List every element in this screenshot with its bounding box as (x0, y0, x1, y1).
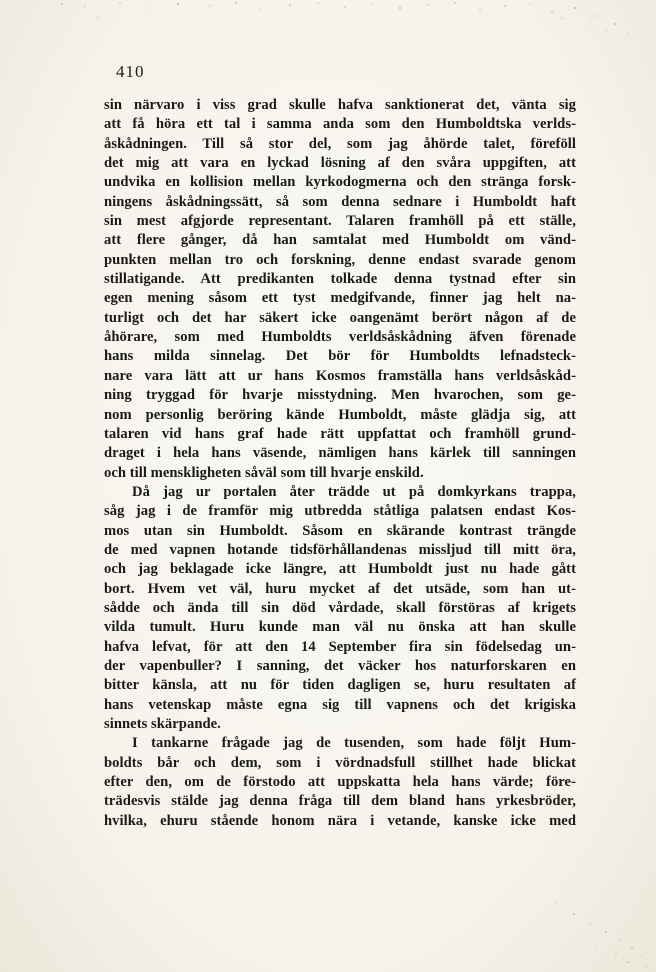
text-line: vilda tumult. Huru kunde man väl nu önska att han skulle (104, 619, 576, 636)
text-line: undvika en kollision mellan kyrkodogmerna och den stränga forsk- (104, 174, 576, 191)
text-line: I tankarne frågade jag de tusenden, som hade följt Hum- (132, 735, 576, 752)
text-line: åskådningen. Till så stor del, som jag åhörde talet, föreföll (104, 135, 576, 152)
text-line: att få höra ett tal i samma anda som den Humboldtska verlds- (104, 116, 576, 133)
text-line: draget i hela hans väsende, nämligen hans kärlek till sanningen (104, 445, 576, 462)
text-line: nare vara lätt att ur hans Kosmos framställa hans verldsåskåd- (104, 367, 576, 384)
text-line: det mig att vara en lyckad lösning af den svåra uppgiften, att (104, 155, 576, 172)
text-line: såg jag i de framför mig utbredda ståtliga palatsen endast Kos- (104, 503, 576, 520)
text-line: hans milda sinnelag. Det bör för Humboldts lefnadsteck- (104, 348, 576, 365)
text-line: talaren vid hans graf hade rätt uppfattat och framhöll grund- (104, 425, 576, 442)
body-text (104, 96, 576, 831)
text-line: turligt och det har säkert icke oangenämt berört någon af de (104, 309, 576, 326)
text-line: hvilka, ehuru stående honom nära i vetande, kanske icke med (104, 812, 576, 829)
text-line: boldts bår och dem, som i vördnadsfull stillhet hade blickat (104, 754, 576, 771)
text-line: åhörare, som med Humboldts verldsåskådning äfven förenade (104, 329, 576, 346)
text-line: och till menskligheten såväl som till hvarje enskild. (104, 464, 424, 481)
text-line: de med vapnen hotande tidsförhållandenas missljud till mitt öra, (104, 541, 576, 558)
page-specks-bottom (496, 862, 656, 972)
text-line: att flere gånger, då han samtalat med Humboldt om vänd- (104, 232, 576, 249)
text-line: bort. Hvem vet väl, huru mycket af det utsäde, som han ut- (104, 580, 576, 597)
text-line: Då jag ur portalen åter trädde ut på domkyrkans trappa, (132, 483, 576, 500)
text-line: bitter känsla, att nu för tiden dagligen se, huru resultaten af (104, 677, 576, 694)
text-line: stillatigande. Att predikanten tolkade denna tystnad efter sin (104, 271, 576, 288)
page-specks-top (0, 0, 656, 60)
text-line: ningens åskådningssätt, så som denna sednare i Humboldt haft (104, 193, 576, 210)
text-line: sin närvaro i viss grad skulle hafva sanktionerat det, vänta sig (104, 97, 576, 113)
text-line: trädesvis stälde jag denna fråga till dem bland hans yrkesbröder, (104, 793, 576, 810)
text-line: ning tryggad för hvarje misstydning. Men hvarochen, som ge- (104, 387, 576, 404)
text-line: hafva lefvat, för att den 14 September fira sin födelsedag un- (104, 638, 576, 655)
page-number: 410 (116, 62, 145, 81)
text-line: efter den, om de förstodo att uppskatta hela hans värde; före- (104, 774, 576, 791)
text-line: punkten mellan tro och forskning, denne endast svarade genom (104, 251, 576, 268)
text-line: mos utan sin Humboldt. Såsom en skärande kontrast trängde (104, 522, 576, 539)
text-line: sin mest afgjorde representant. Talaren framhöll på ett ställe, (104, 213, 576, 230)
text-line: der vapenbuller? I sanning, det väcker hos naturforskaren en (104, 657, 576, 674)
text-line: sinnets skärpande. (104, 716, 221, 732)
text-line: och jag beklagade icke längre, att Humboldt just nu hade gått (104, 561, 576, 578)
text-line: egen mening såsom ett tyst medgifvande, finner jag helt na- (104, 290, 576, 307)
text-line: nom personlig beröring kände Humboldt, måste glädja sig, att (104, 406, 576, 423)
text-line: sådde och ända till sin död vårdade, skall förstöras af krigets (104, 599, 576, 616)
text-line: hans vetenskap måste egna sig till vapnens och det krigiska (104, 696, 576, 713)
